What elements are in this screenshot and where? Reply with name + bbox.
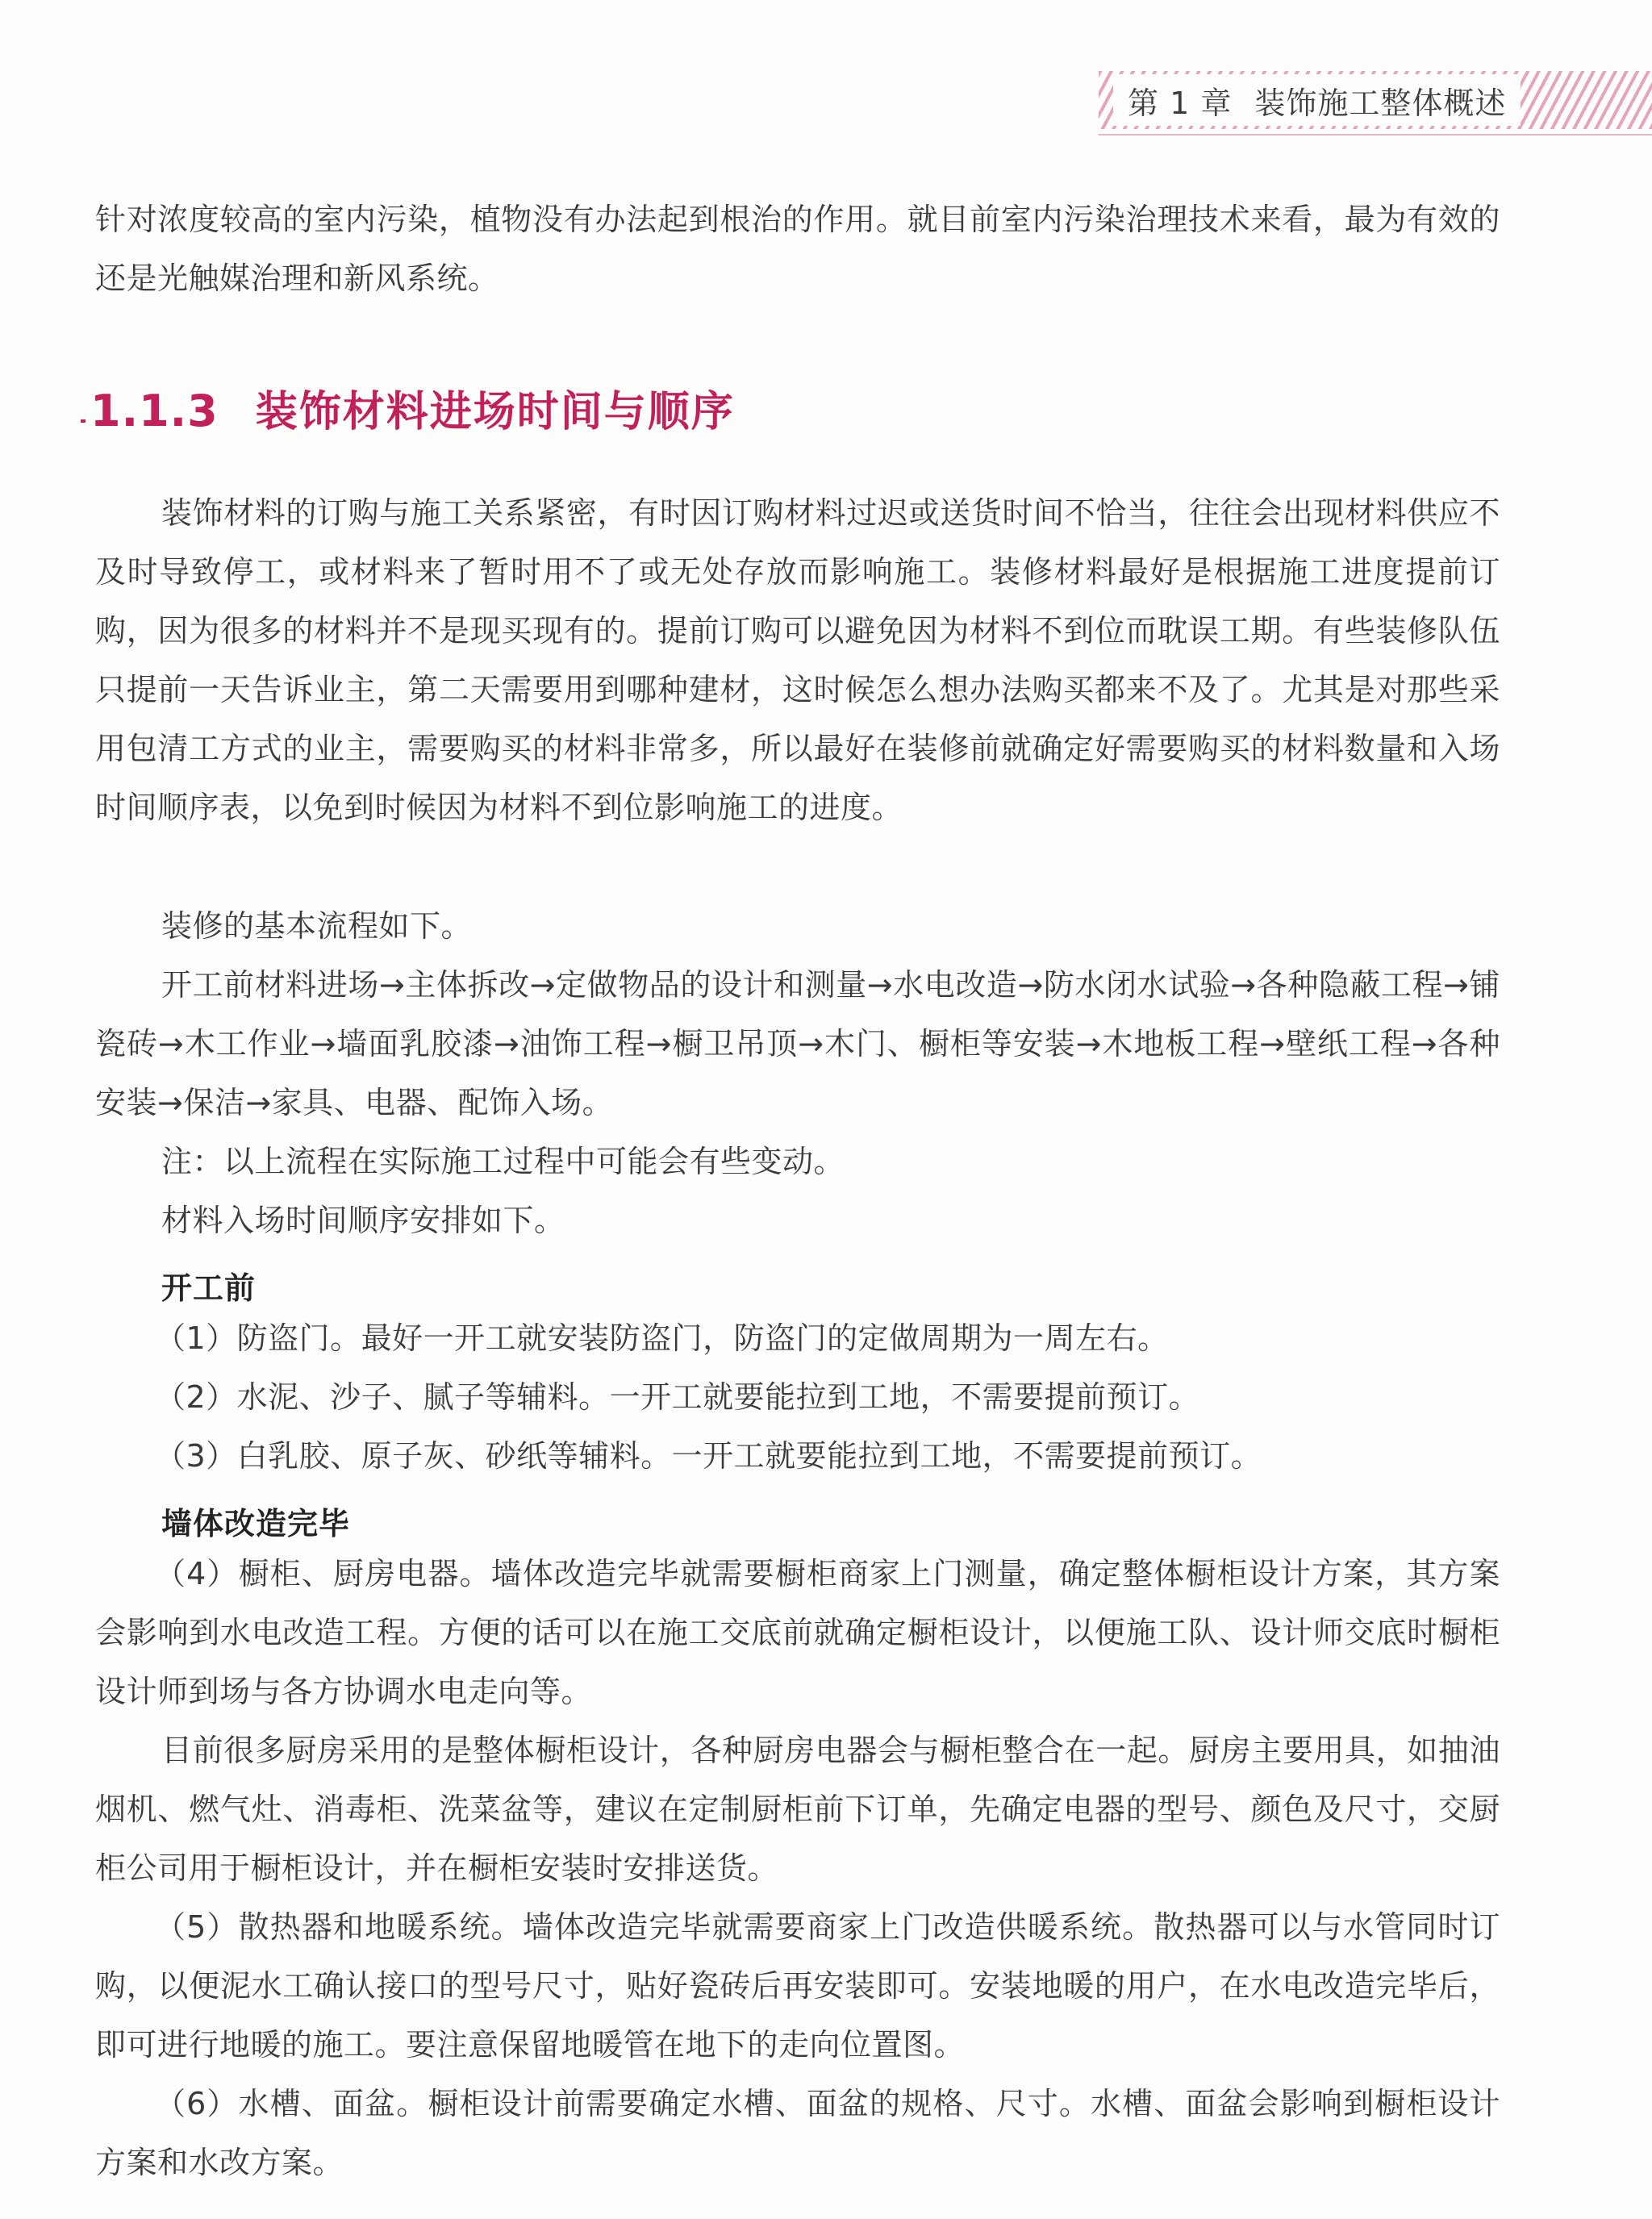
list-item-1: （1）防盗门。最好一开工就安装防盗门，防盗门的定做周期为一周左右。 — [155, 1320, 1169, 1356]
body-paragraph-flow-intro: 装修的基本流程如下。 — [161, 908, 473, 944]
section-number: 1.1.3 — [90, 386, 219, 436]
body-paragraph-flow: 开工前材料进场→主体拆改→定做物品的设计和测量→水电改造→防水闭水试验→各种隐蔽工程→铺瓷砖→木工作业→墙面乳胶漆→油饰工程→橱卫吊顶→木门、橱柜等安装→木地板工程→壁纸工程→各种安装→保洁→家具、电器、配饰入场。 — [95, 967, 1500, 1120]
body-paragraph-schedule-intro: 材料入场时间顺序安排如下。 — [161, 1203, 565, 1238]
subhead-wall-done: 墙体改造完毕 — [161, 1506, 351, 1541]
list-item-4-detail: 目前很多厨房采用的是整体橱柜设计，各种厨房电器会与橱柜整合在一起。厨房主要用具，如抽油烟机、燃气灶、消毒柜、洗菜盆等，建议在定制厨柜前下订单，先确定电器的型号、颜色及尺寸，交厨柜公司用于橱柜设计，并在橱柜安装时安排送货。 — [95, 1733, 1500, 1886]
header-rule — [1099, 134, 1652, 136]
body-paragraph-ordering: 装饰材料的订购与施工关系紧密，有时因订购材料过迟或送货时间不恰当，往往会出现材料供应不及时导致停工，或材料来了暂时用不了或无处存放而影响施工。装修材料最好是根据施工进度提前订购，因为很多的材料并不是现买现有的。提前订购可以避免因为材料不到位而耽误工期。有些装修队伍只提前一天告诉业主，第二天需要用到哪种建材，这时候怎么想办法购买都来不及了。尤其是对那些采用包清工方式的业主，需要购买的材料非常多，所以最好在装修前就确定好需要购买的材料数量和入场时间顺序表，以免到时候因为材料不到位影响施工的进度。 — [95, 495, 1500, 825]
intro-paragraph: 针对浓度较高的室内污染，植物没有办法起到根治的作用。就目前室内污染治理技术来看，最为有效的还是光触媒治理和新风系统。 — [95, 202, 1500, 296]
section-marker — [81, 419, 86, 423]
chapter-label: 第 1 章 — [1128, 85, 1233, 121]
list-item-3: （3）白乳胶、原子灰、砂纸等辅料。一开工就要能拉到工地，不需要提前预订。 — [155, 1438, 1262, 1474]
list-item-2: （2）水泥、沙子、腻子等辅料。一开工就要能拉到工地，不需要提前预订。 — [155, 1379, 1200, 1415]
running-header — [1113, 74, 1521, 126]
section-heading — [90, 377, 735, 438]
subhead-before-start: 开工前 — [161, 1270, 257, 1306]
section-title: 装饰材料进场时间与顺序 — [255, 388, 735, 436]
list-item-4: （4）橱柜、厨房电器。墙体改造完毕就需要橱柜商家上门测量，确定整体橱柜设计方案，其方案会影响到水电改造工程。方便的话可以在施工交底前就确定橱柜设计，以便施工队、设计师交底时橱柜设计师到场与各方协调水电走向等。 — [95, 1556, 1500, 1709]
list-item-6: （6）水槽、面盆。橱柜设计前需要确定水槽、面盆的规格、尺寸。水槽、面盆会影响到橱柜设计方案和水改方案。 — [95, 2086, 1500, 2180]
chapter-title: 装饰施工整体概述 — [1254, 85, 1507, 121]
list-item-5: （5）散热器和地暖系统。墙体改造完毕就需要商家上门改造供暖系统。散热器可以与水管同时订购，以便泥水工确认接口的型号尺寸，贴好瓷砖后再安装即可。安装地暖的用户，在水电改造完毕后，即可进行地暖的施工。要注意保留地暖管在地下的走向位置图。 — [95, 1909, 1500, 2063]
body-paragraph-note: 注：以上流程在实际施工过程中可能会有些变动。 — [161, 1144, 845, 1179]
